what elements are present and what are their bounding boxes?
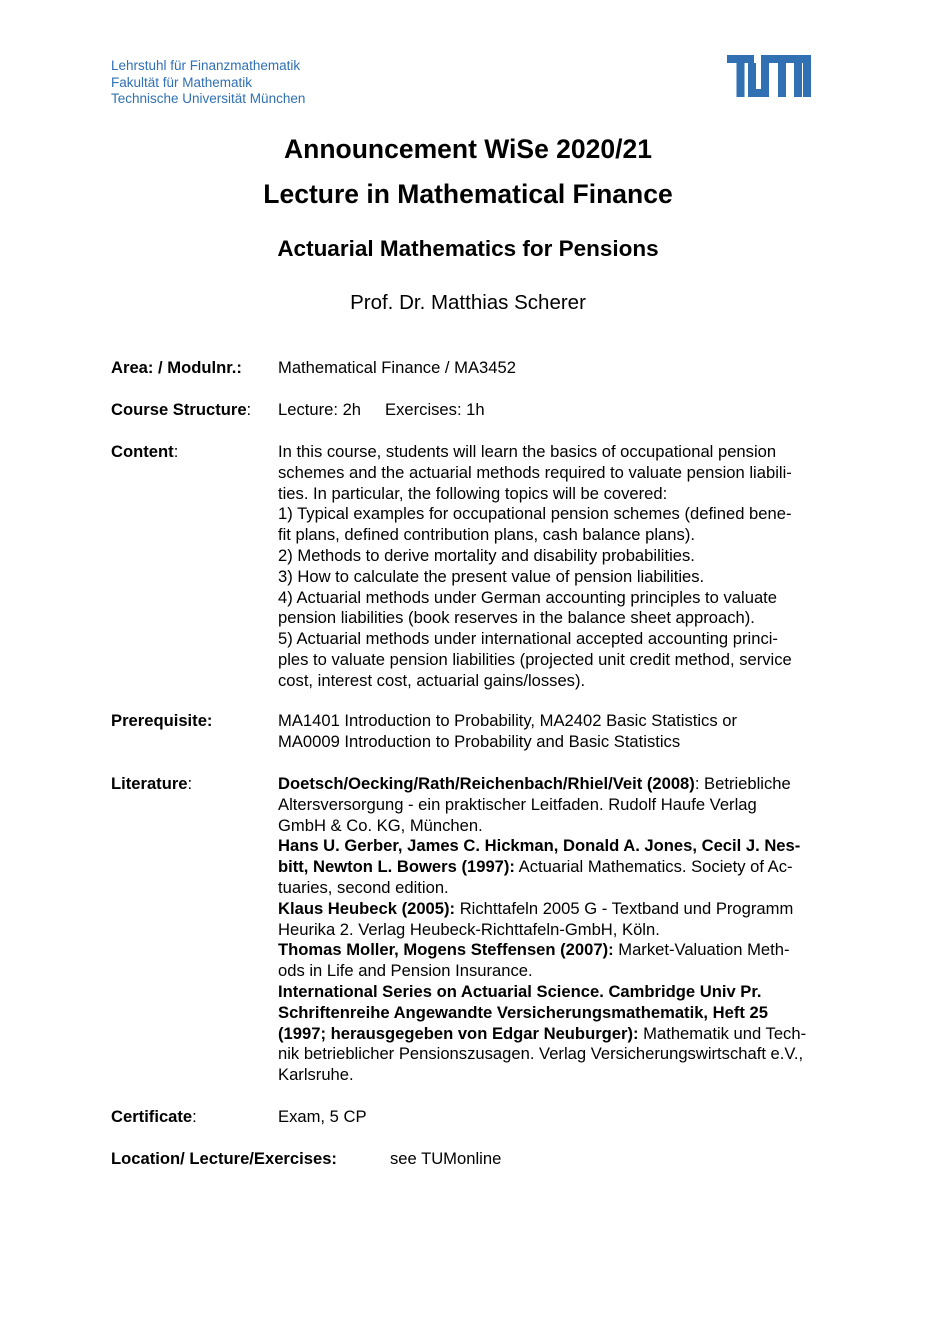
content-colon: : (173, 442, 179, 461)
certificate-label: Certificate (111, 1107, 193, 1126)
structure-row (111, 400, 251, 421)
literature-line: Doetsch/Oecking/Rath/Reichenbach/Rhiel/Veit (2008): Betriebliche (278, 774, 791, 793)
literature-line: Altersversorgung - ein praktischer Leitfaden. Rudolf Haufe Verlag (278, 794, 757, 814)
literature-line: ods in Life and Pension Insurance. (278, 961, 533, 981)
content-line: 4) Actuarial methods under German accounting principles to valuate (278, 587, 778, 607)
literature-line: Schriftenreihe Angewandte Versicherungsmathematik, Heft 25 (278, 1002, 768, 1022)
prerequisite-line: MA1401 Introduction to Probability, MA2402 Basic Statistics or (278, 711, 738, 730)
announcement-title: Announcement WiSe 2020/21 (284, 134, 652, 164)
prerequisite-line: MA0009 Introduction to Probability and Basic Statistics (278, 731, 681, 751)
content-line: ples to valuate pension liabilities (projected unit credit method, service (278, 649, 792, 669)
literature-list (278, 774, 830, 1086)
literature-line: tuaries, second edition. (278, 877, 449, 897)
prerequisite-label: Prerequisite: (111, 711, 213, 730)
content-line: 2) Methods to derive mortality and disability probabilities. (278, 545, 695, 565)
content-row (111, 442, 178, 463)
content-line: pension liabilities (book reserves in the balance sheet approach). (278, 608, 755, 628)
institution-chair: Lehrstuhl für Finanzmathematik (111, 58, 301, 73)
location-value: see TUMonline (390, 1149, 502, 1168)
area-value: Mathematical Finance / MA3452 (278, 358, 516, 377)
content-label: Content (111, 442, 174, 461)
content-line: 3) How to calculate the present value of pension liabilities. (278, 566, 705, 586)
literature-label: Literature (111, 774, 188, 793)
literature-line: bitt, Newton L. Bowers (1997): Actuarial Mathematics. Society of Ac- (278, 857, 793, 877)
institution-block (111, 58, 305, 108)
certificate-value: Exam, 5 CP (278, 1107, 367, 1126)
content-line: schemes and the actuarial methods required to valuate pension liabili- (278, 462, 792, 482)
institution-faculty: Fakultät für Mathematik (111, 74, 253, 90)
area-label: Area: / Modulnr.: (111, 358, 242, 377)
structure-value (278, 400, 830, 421)
content-line: In this course, students will learn the basics of occupational pension (278, 442, 777, 461)
literature-row (111, 774, 192, 795)
location-row (111, 1149, 337, 1170)
prerequisite-row (111, 711, 212, 732)
area-row (111, 358, 242, 379)
structure-colon: : (246, 400, 252, 419)
structure-label: Course Structure (111, 400, 247, 419)
exercise-hours: Exercises: 1h (385, 400, 485, 419)
content-line: 1) Typical examples for occupational pension schemes (defined bene- (278, 504, 792, 524)
content-line: ties. In particular, the following topics will be covered: (278, 483, 668, 503)
content-line: 5) Actuarial methods under international accepted accounting princi- (278, 629, 778, 649)
lecture-hours: Lecture: 2h (278, 400, 362, 419)
content-line: fit plans, defined contribution plans, cash balance plans). (278, 525, 695, 545)
literature-line: Klaus Heubeck (2005): Richttafeln 2005 G - Textband und Programm (278, 898, 794, 918)
content-line: cost, interest cost, actuarial gains/losses). (278, 670, 586, 690)
literature-line: nik betrieblicher Pensionszusagen. Verlag Versicherungswirtschaft e.V., (278, 1044, 804, 1064)
course-title: Actuarial Mathematics for Pensions (277, 236, 659, 261)
literature-colon: : (187, 774, 193, 793)
literature-line: Hans U. Gerber, James C. Hickman, Donald A. Jones, Cecil J. Nes- (278, 836, 801, 856)
literature-line: Heurika 2. Verlag Heubeck-Richttafeln-GmbH, Köln. (278, 919, 660, 939)
location-label: Location/ Lecture/Exercises: (111, 1149, 337, 1168)
lecturer-name: Prof. Dr. Matthias Scherer (350, 291, 586, 314)
literature-line: Thomas Moller, Mogens Steffensen (2007): Market-Valuation Meth- (278, 940, 790, 960)
prerequisite-text (278, 711, 830, 753)
literature-line: Karlsruhe. (278, 1065, 354, 1085)
lecture-title: Lecture in Mathematical Finance (263, 179, 673, 209)
certificate-colon: : (192, 1107, 197, 1126)
literature-line: (1997; herausgegeben von Edgar Neuburger): Mathematik und Tech- (278, 1023, 807, 1043)
literature-line: GmbH & Co. KG, München. (278, 815, 483, 835)
institution-university: Technische Universität München (111, 91, 306, 106)
certificate-row (111, 1107, 197, 1128)
tum-logo (727, 55, 811, 97)
literature-line: International Series on Actuarial Science. Cambridge Univ Pr. (278, 981, 762, 1001)
content-text (278, 442, 830, 692)
